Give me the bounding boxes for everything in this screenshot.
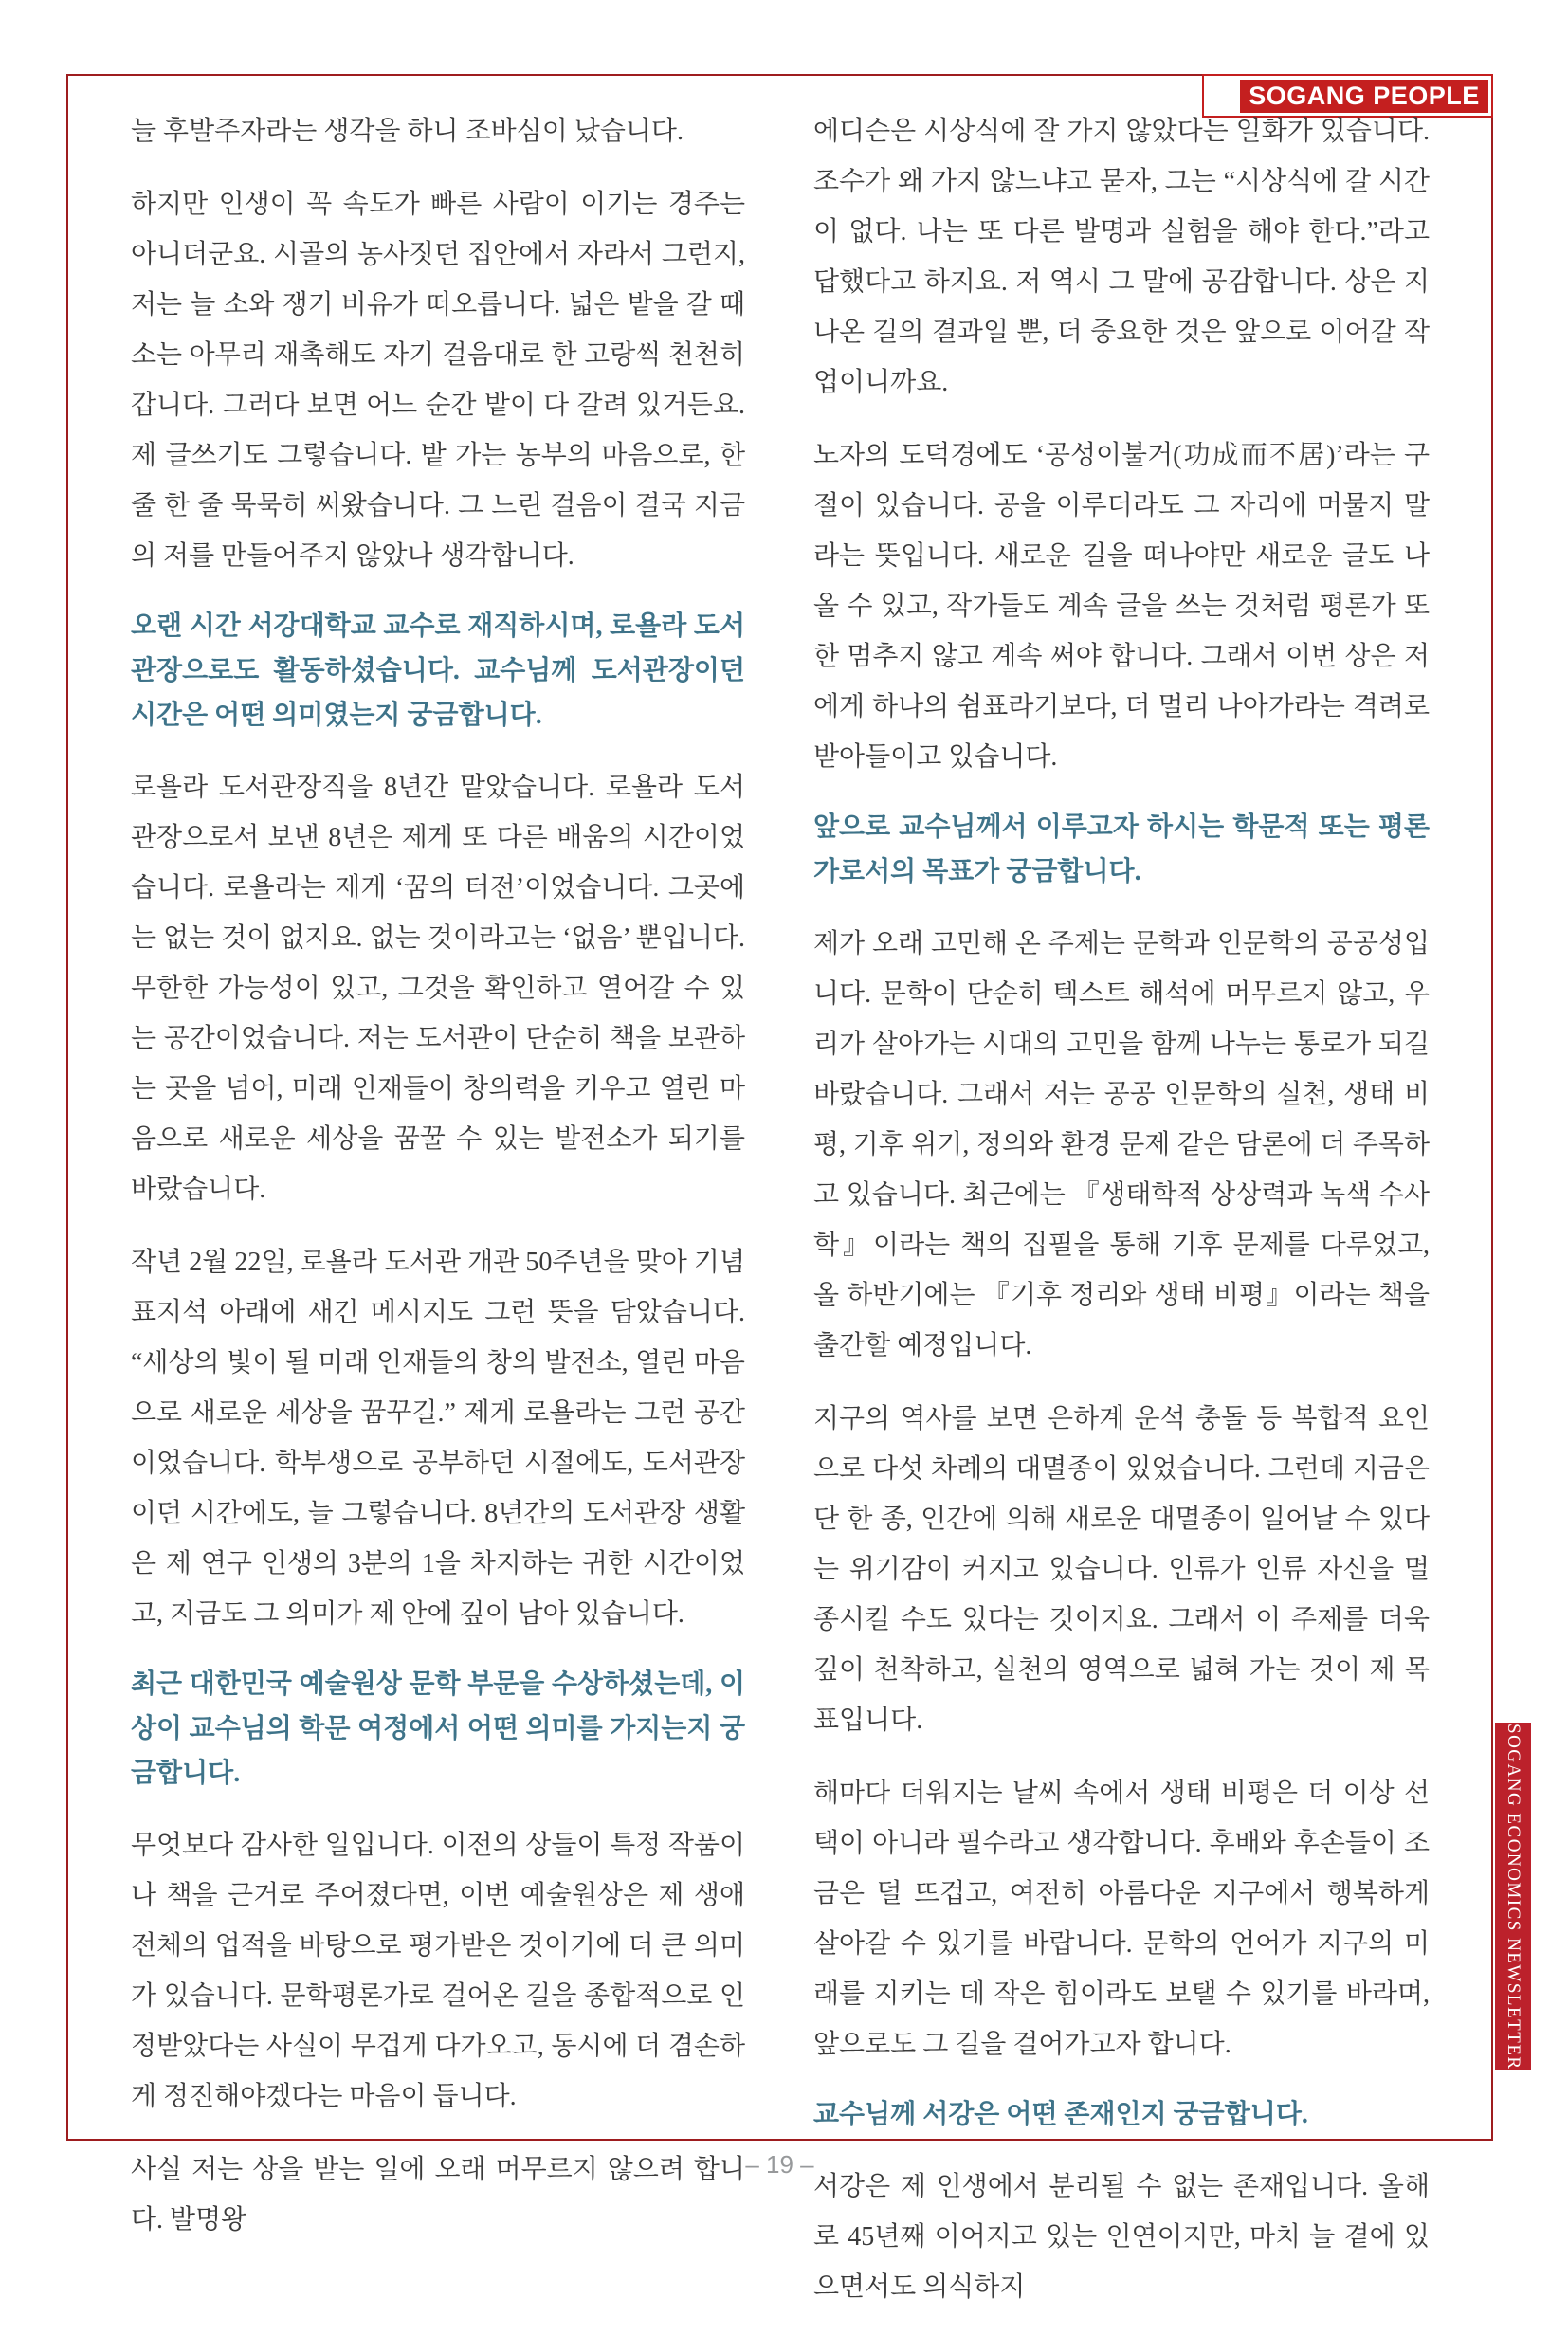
side-banner: [1495, 1723, 1531, 2070]
left-column: [131, 106, 745, 2268]
body-paragraph: 늘 후발주자라는 생각을 하니 조바심이 났습니다.: [131, 117, 684, 146]
body-paragraph: 하지만 인생이 꼭 속도가 빠른 사람이 이기는 경주는 아니더군요. 시골의 농사짓던 집안에서 자라서 그런지, 저는 늘 소와 쟁기 비유가 떠오릅니다. 넓은 밭을 갈 때 소는 아무리 재촉해도 자기 걸음대로 한 고랑씩 천천히 갑니다. 그러다 보면 어느 순간 밭이 다 갈려 있거든요. 제 글쓰기도 그렇습니다. 밭 가는 농부의 마음으로, 한 줄 한 줄 묵묵히 써왔습니다. 그 느린 걸음이 결국 지금의 저를 만들어주지 않았나 생각합니다.: [131, 190, 745, 571]
question-heading: 오랜 시간 서강대학교 교수로 재직하시며, 로욜라 도서관장으로도 활동하셨습니다. 교수님께 도서관장이던 시간은 어떤 의미였는지 궁금합니다.: [131, 611, 745, 730]
body-paragraph: 해마다 더워지는 날씨 속에서 생태 비평은 더 이상 선택이 아니라 필수라고 생각합니다. 후배와 후손들이 조금은 덜 뜨겁고, 여전히 아름다운 지구에서 행복하게 살아갈 수 있기를 바랍니다. 문학의 언어가 지구의 미래를 지키는 데 작은 힘이라도 보탤 수 있기를 바라며, 앞으로도 그 길을 걸어가고자 합니다.: [813, 1779, 1430, 2059]
side-banner-label: SOGANG ECONOMICS NEWSLETTER: [1504, 1723, 1523, 2070]
body-paragraph: 서강은 제 인생에서 분리될 수 없는 존재입니다. 올해로 45년째 이어지고 있는 인연이지만, 마치 늘 곁에 있으면서도 의식하지: [813, 2172, 1430, 2302]
page-number: – 19 –: [745, 2150, 814, 2179]
question-heading: 최근 대한민국 예술원상 문학 부문을 수상하셨는데, 이 상이 교수님의 학문 여정에서 어떤 의미를 가지는지 궁금합니다.: [131, 1669, 745, 1788]
body-paragraph: 사실 저는 상을 받는 일에 오래 머무르지 않으려 합니다. 발명왕: [131, 2155, 745, 2235]
body-paragraph: 작년 2월 22일, 로욜라 도서관 개관 50주년을 맞아 기념 표지석 아래에 새긴 메시지도 그런 뜻을 담았습니다. “세상의 빛이 될 미래 인재들의 창의 발전소, 열린 마음으로 새로운 세상을 꿈꾸길.” 제게 로욜라는 그런 공간이었습니다. 학부생으로 공부하던 시절에도, 도서관장이던 시간에도, 늘 그렇습니다. 8년간의 도서관장 생활은 제 연구 인생의 3분의 1을 차지하는 귀한 시간이었고, 지금도 그 의미가 제 안에 깊이 남아 있습니다.: [131, 1248, 745, 1629]
right-column: [813, 106, 1430, 2335]
body-paragraph: 로욜라 도서관장직을 8년간 맡았습니다. 로욜라 도서관장으로서 보낸 8년은 제게 또 다른 배움의 시간이었습니다. 로욜라는 제게 ‘꿈의 터전’이었습니다. 그곳에는 없는 것이 없지요. 없는 것이라고는 ‘없음’ 뿐입니다. 무한한 가능성이 있고, 그것을 확인하고 열어갈 수 있는 공간이었습니다. 저는 도서관이 단순히 책을 보관하는 곳을 넘어, 미래 인재들이 창의력을 키우고 열린 마음으로 새로운 세상을 꿈꿀 수 있는 발전소가 되기를 바랐습니다.: [131, 773, 745, 1204]
body-paragraph: 제가 오래 고민해 온 주제는 문학과 인문학의 공공성입니다. 문학이 단순히 텍스트 해석에 머무르지 않고, 우리가 살아가는 시대의 고민을 함께 나누는 통로가 되길 바랐습니다. 그래서 저는 공공 인문학의 실천, 생태 비평, 기후 위기, 정의와 환경 문제 같은 담론에 더 주목하고 있습니다. 최근에는 『생태학적 상상력과 녹색 수사학』이라는 책의 집필을 통해 기후 문제를 다루었고, 올 하반기에는 『기후 정리와 생태 비평』이라는 책을 출간할 예정입니다.: [813, 929, 1430, 1360]
body-paragraph: 지구의 역사를 보면 은하계 운석 충돌 등 복합적 요인으로 다섯 차례의 대멸종이 있었습니다. 그런데 지금은 단 한 종, 인간에 의해 새로운 대멸종이 일어날 수 있다는 위기감이 커지고 있습니다. 인류가 인류 자신을 멸종시킬 수도 있다는 것이지요. 그래서 이 주제를 더욱 깊이 천착하고, 실천의 영역으로 넓혀 가는 것이 제 목표입니다.: [813, 1404, 1430, 1735]
body-paragraph: 무엇보다 감사한 일입니다. 이전의 상들이 특정 작품이나 책을 근거로 주어졌다면, 이번 예술원상은 제 생애 전체의 업적을 바탕으로 평가받은 것이기에 더 큰 의미가 있습니다. 문학평론가로 걸어온 길을 종합적으로 인정받았다는 사실이 무겁게 다가오고, 동시에 더 겸손하게 정진해야겠다는 마음이 듭니다.: [131, 1831, 745, 2111]
body-paragraph: 노자의 도덕경에도 ‘공성이불거(功成而不居)’라는 구절이 있습니다. 공을 이루더라도 그 자리에 머물지 말라는 뜻입니다. 새로운 길을 떠나야만 새로운 글도 나올 수 있고, 작가들도 계속 글을 쓰는 것처럼 평론가 또한 멈추지 않고 계속 써야 합니다. 그래서 이번 상은 저에게 하나의 쉼표라기보다, 더 멀리 나아가라는 격려로 받아들이고 있습니다.: [813, 441, 1430, 772]
badge-label: SOGANG PEOPLE: [1249, 82, 1480, 110]
question-heading: 앞으로 교수님께서 이루고자 하시는 학문적 또는 평론가로서의 목표가 궁금합니다.: [813, 812, 1430, 886]
question-heading: 교수님께 서강은 어떤 존재인지 궁금합니다.: [813, 2100, 1308, 2129]
body-paragraph: 에디슨은 시상식에 잘 가지 않았다는 일화가 있습니다. 조수가 왜 가지 않느냐고 묻자, 그는 “시상식에 갈 시간이 없다. 나는 또 다른 발명과 실험을 해야 한다.”라고 답했다고 하지요. 저 역시 그 말에 공감합니다. 상은 지나온 길의 결과일 뿐, 더 중요한 것은 앞으로 이어갈 작업이니까요.: [813, 117, 1430, 397]
